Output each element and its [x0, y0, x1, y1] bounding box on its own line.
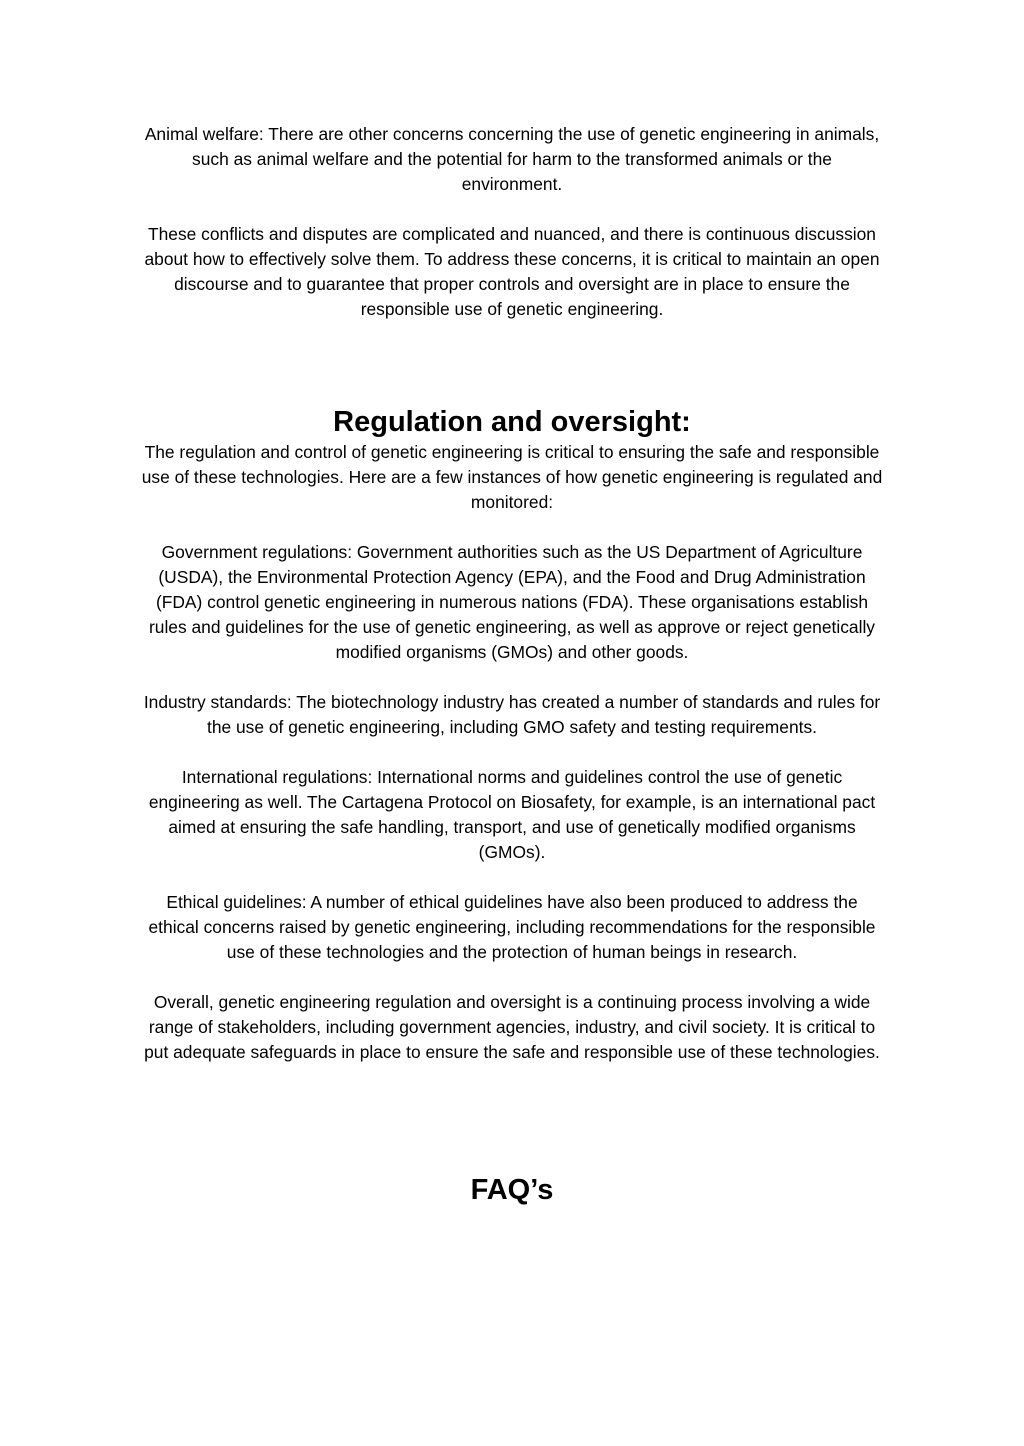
paragraph-regulation-intro: The regulation and control of genetic engineering is critical to ensuring the safe and responsible use of these technologies. Here are a few instances of how genetic engineering is regulated and monitored:	[141, 442, 883, 512]
paragraph-government-regulations: Government regulations: Government authorities such as the US Department of Agriculture (USDA), the Environmental Protection Agency (EPA), and the Food and Drug Administration (FDA) control genetic engineering in numerous nations (FDA). These organisations establish rules and guidelines for the use of genetic engineering, as well as approve or reject genetically modified organisms (GMOs) and other goods.	[148, 542, 876, 662]
paragraph-ethical-guidelines: Ethical guidelines: A number of ethical guidelines have also been produced to address the ethical concerns raised by genetic engineering, including recommendations for the responsible use of these technologies and the protection of human beings in research.	[148, 892, 876, 962]
document-page	[140, 122, 884, 1208]
paragraph-overall: Overall, genetic engineering regulation and oversight is a continuing process involving a wide range of stakeholders, including government agencies, industry, and civil society. It is critical to put adequate safeguards in place to ensure the safe and responsible use of these technologies.	[144, 992, 880, 1062]
paragraph-conflicts: These conflicts and disputes are complicated and nuanced, and there is continuous discussion about how to effectively solve them. To address these concerns, it is critical to maintain an open discourse and to guarantee that proper controls and oversight are in place to ensure the responsible use of genetic engineering.	[144, 224, 880, 319]
section-title-regulation: Regulation and oversight:	[333, 406, 691, 438]
paragraph-animal-welfare: Animal welfare: There are other concerns concerning the use of genetic engineering in animals, such as animal welfare and the potential for harm to the transformed animals or the environment.	[144, 124, 880, 194]
paragraph-international-regulations: International regulations: International norms and guidelines control the use of genetic engineering as well. The Cartagena Protocol on Biosafety, for example, is an international pact aimed at ensuring the safe handling, transport, and use of genetically modified organisms (GMOs).	[148, 767, 876, 862]
paragraph-industry-standards: Industry standards: The biotechnology industry has created a number of standards and rules for the use of genetic engineering, including GMO safety and testing requirements.	[143, 692, 881, 737]
section-title-faq: FAQ’s	[470, 1174, 554, 1206]
